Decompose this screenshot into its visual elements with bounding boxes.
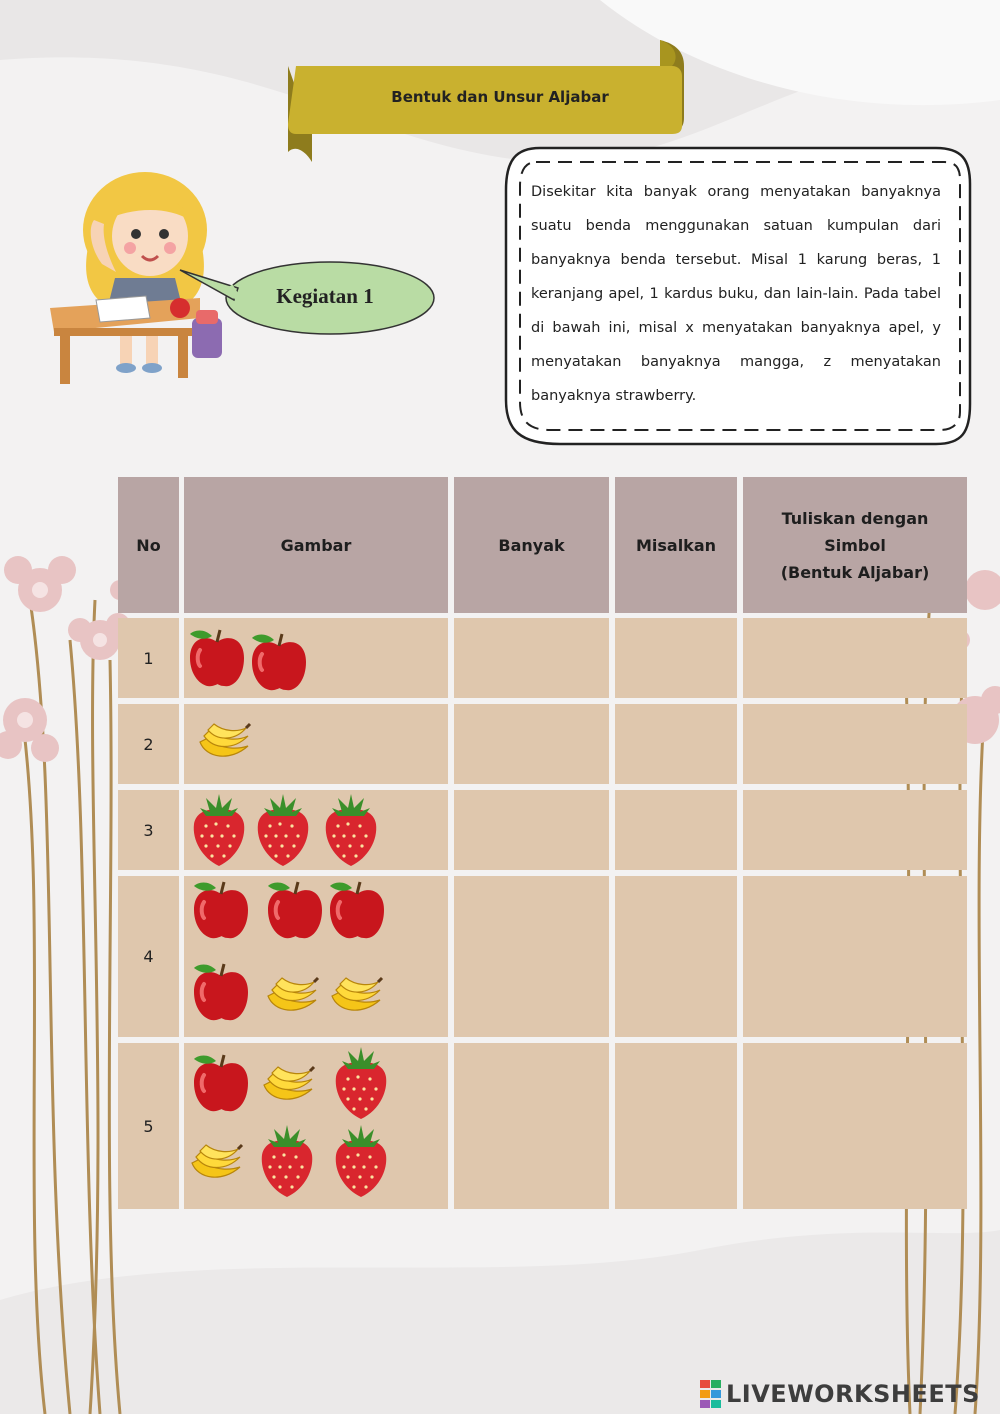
apple-icon [190, 1051, 252, 1115]
strawberry-icon [330, 1043, 392, 1121]
row-4-simbol[interactable] [743, 876, 967, 1037]
row-no-label: 2 [143, 734, 154, 754]
row-no-label: 1 [143, 648, 154, 668]
header-simbol-line3: (Bentuk Aljabar) [780, 562, 930, 582]
apple-icon [190, 878, 252, 942]
intro-paragraph: Disekitar kita banyak orang menyatakan banyaknya suatu benda menggunakan satuan kumpulan dari banyaknya benda tersebut. Misal 1 karung beras, 1 keranjang apel, 1 kardus buku, dan lain-lain. Pada tabel di bawah ini, misal x menyatakan banyaknya apel, y menyatakan banyaknya mangga, z menyatakan banyaknya strawberry. [531, 184, 941, 404]
activity-label: Kegiatan 1 [276, 283, 374, 308]
strawberry-icon [320, 790, 382, 868]
row-5-banyak[interactable] [454, 1043, 609, 1209]
header-banyak [454, 477, 609, 613]
watermark-text: LIVEWORKSHEETS [726, 1380, 980, 1408]
header-misalkan-label: Misalkan [635, 535, 717, 555]
row-5-simbol[interactable] [743, 1043, 967, 1209]
row-4-banyak[interactable] [454, 876, 609, 1037]
header-gambar [184, 477, 448, 613]
banner-title: Bentuk dan Unsur Aljabar [391, 88, 609, 106]
row-3-no [118, 790, 179, 870]
strawberry-icon [252, 790, 314, 868]
row-1-no [118, 618, 179, 698]
algebra-table [118, 477, 967, 1209]
row-3-simbol[interactable] [743, 790, 967, 870]
banana-icon [260, 1061, 316, 1109]
row-1-simbol[interactable] [743, 618, 967, 698]
row-3-misalkan[interactable] [615, 790, 737, 870]
row-1-gambar [184, 618, 448, 698]
header-simbol-line1: Tuliskan dengan [781, 508, 929, 528]
banana-icon [328, 972, 384, 1020]
apple-icon [186, 626, 248, 690]
row-2-misalkan[interactable] [615, 704, 737, 784]
liveworksheets-logo-icon [700, 1380, 722, 1408]
row-4-no [118, 876, 179, 1037]
row-5-gambar [184, 1043, 448, 1209]
row-4-gambar [184, 876, 448, 1037]
row-2-banyak[interactable] [454, 704, 609, 784]
row-2-no [118, 704, 179, 784]
row-no-label: 5 [143, 1116, 154, 1136]
header-gambar-label: Gambar [280, 535, 352, 555]
apple-icon [264, 878, 326, 942]
header-misalkan [615, 477, 737, 613]
banana-icon [188, 1139, 244, 1187]
banana-icon [264, 972, 320, 1020]
row-5-misalkan[interactable] [615, 1043, 737, 1209]
row-3-banyak[interactable] [454, 790, 609, 870]
header-banyak-label: Banyak [498, 535, 565, 555]
strawberry-icon [256, 1121, 318, 1199]
row-1-misalkan[interactable] [615, 618, 737, 698]
row-4-misalkan[interactable] [615, 876, 737, 1037]
header-simbol [743, 477, 967, 613]
row-3-gambar [184, 790, 448, 870]
row-no-label: 3 [143, 820, 154, 840]
strawberry-icon [330, 1121, 392, 1199]
apple-icon [248, 630, 310, 694]
apple-icon [190, 960, 252, 1024]
banana-icon [196, 718, 252, 766]
liveworksheets-watermark [700, 1376, 1000, 1412]
row-no-label: 4 [143, 947, 154, 966]
header-no-label: No [136, 535, 161, 555]
apple-icon [326, 878, 388, 942]
row-2-simbol[interactable] [743, 704, 967, 784]
row-2-gambar [184, 704, 448, 784]
row-5-no [118, 1043, 179, 1209]
strawberry-icon [188, 790, 250, 868]
header-no [118, 477, 179, 613]
header-simbol-line2: Simbol [824, 535, 886, 555]
row-1-banyak[interactable] [454, 618, 609, 698]
